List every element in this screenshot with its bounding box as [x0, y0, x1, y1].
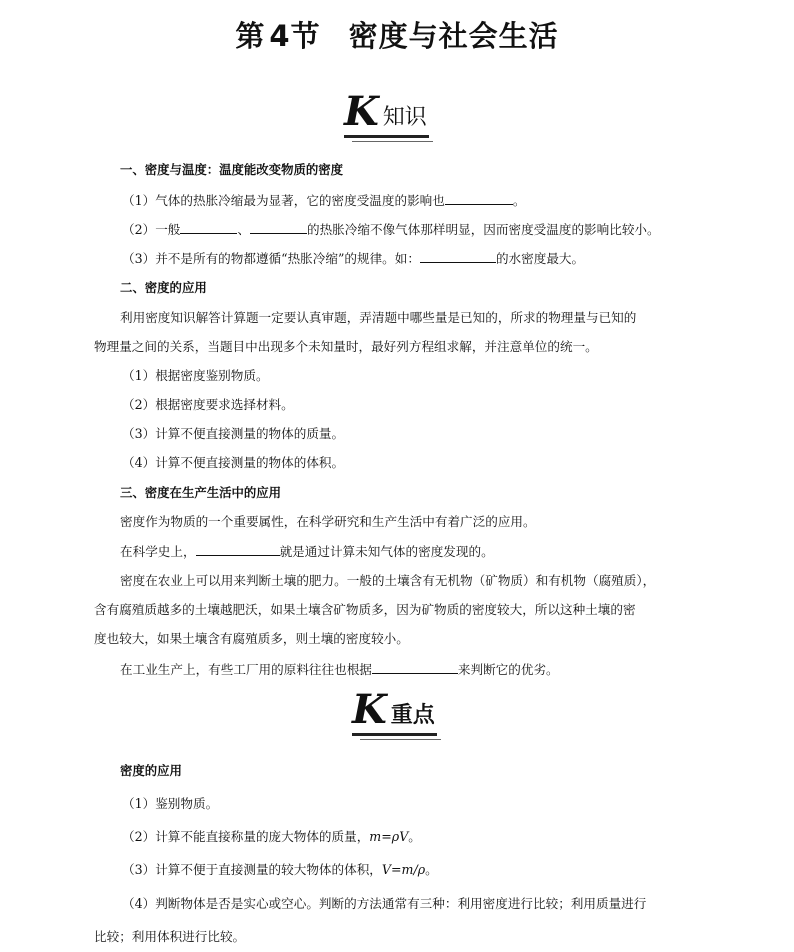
- title-text: 密度与社会生活: [348, 19, 559, 53]
- key-points-banner-text: 重点: [390, 703, 435, 728]
- s2-item-1: （1）根据密度鉴别物质。: [122, 368, 269, 383]
- s2-item-2: （2）根据密度要求选择材料。: [122, 397, 294, 412]
- key-item-4-line-1: （4）判断物体是否是实心或空心。判断的方法通常有三种：利用密度进行比较；利用质量进行: [122, 896, 647, 911]
- title-number: 4节: [269, 19, 321, 53]
- key-heading: 密度的应用: [120, 763, 182, 778]
- section-1-heading: 一、密度与温度：温度能改变物质的密度: [120, 162, 344, 177]
- key-points-banner: [352, 686, 435, 733]
- knowledge-banner: [344, 88, 427, 135]
- s3-paragraph-1: 密度作为物质的一个重要属性，在科学研究和生产生活中有着广泛的应用。: [120, 514, 536, 529]
- s2-paragraph-line-2: 物理量之间的关系，当题目中出现多个未知量时，最好列方程组求解，并注意单位的统一。: [94, 339, 598, 354]
- banner-underline: [344, 135, 429, 138]
- s1-item-2: （2）一般 、 的热胀冷缩不像气体那样明显，因而密度受温度的影响比较小。: [122, 222, 660, 237]
- formula-mass: m=ρV: [369, 829, 409, 844]
- answer-blank[interactable]: [420, 250, 496, 263]
- answer-blank[interactable]: [250, 221, 307, 234]
- section-3-heading: 三、密度在生产生活中的应用: [120, 485, 282, 500]
- banner-underline-thin: [352, 141, 433, 142]
- key-item-3: （3）计算不便于直接测量的较大物体的体积，V=m/ρ。: [122, 862, 438, 877]
- answer-blank[interactable]: [196, 543, 280, 556]
- s3-paragraph-2: 在科学史上， 就是通过计算未知气体的密度发现的。: [120, 544, 494, 559]
- s2-item-4: （4）计算不便直接测量的物体的体积。: [122, 455, 345, 470]
- k-logo: K: [344, 88, 379, 135]
- key-item-1: （1）鉴别物质。: [122, 796, 219, 811]
- key-item-2: （2）计算不能直接称量的庞大物体的质量，m=ρV。: [122, 829, 421, 844]
- banner-underline-thin: [360, 739, 441, 740]
- knowledge-banner-text: 知识: [382, 105, 427, 130]
- banner-underline: [352, 733, 437, 736]
- k-logo: K: [352, 686, 387, 733]
- answer-blank[interactable]: [445, 192, 513, 205]
- formula-volume: V=m/ρ: [381, 862, 426, 877]
- section-2-heading: 二、密度的应用: [120, 280, 207, 295]
- s1-item-3: （3）并不是所有的物都遵循“热胀冷缩”的规律。如： 的水密度最大。: [122, 251, 585, 266]
- s3-paragraph-3-line-2: 含有腐殖质越多的土壤越肥沃，如果土壤含矿物质多，因为矿物质的密度较大，所以这种土壤的密: [94, 602, 636, 617]
- s2-paragraph-line-1: 利用密度知识解答计算题一定要认真审题，弄清题中哪些量是已知的，所求的物理量与已知的: [120, 310, 637, 325]
- answer-blank[interactable]: [180, 221, 237, 234]
- page-title: [0, 14, 794, 55]
- key-item-4-line-2: 比较；利用体积进行比较。: [94, 929, 246, 944]
- s3-paragraph-4: 在工业生产上，有些工厂用的原料往往也根据 来判断它的优劣。: [120, 662, 559, 677]
- title-prefix: 第: [235, 19, 266, 53]
- answer-blank[interactable]: [372, 661, 458, 674]
- s3-paragraph-3-line-1: 密度在农业上可以用来判断土壤的肥力。一般的土壤含有无机物（矿物质）和有机物（腐殖质），: [120, 573, 656, 588]
- s1-item-1: （1）气体的热胀冷缩最为显著，它的密度受温度的影响也 。: [122, 193, 526, 208]
- s3-paragraph-3-line-3: 度也较大，如果土壤含有腐殖质多，则土壤的密度较小。: [94, 631, 409, 646]
- s2-item-3: （3）计算不便直接测量的物体的质量。: [122, 426, 345, 441]
